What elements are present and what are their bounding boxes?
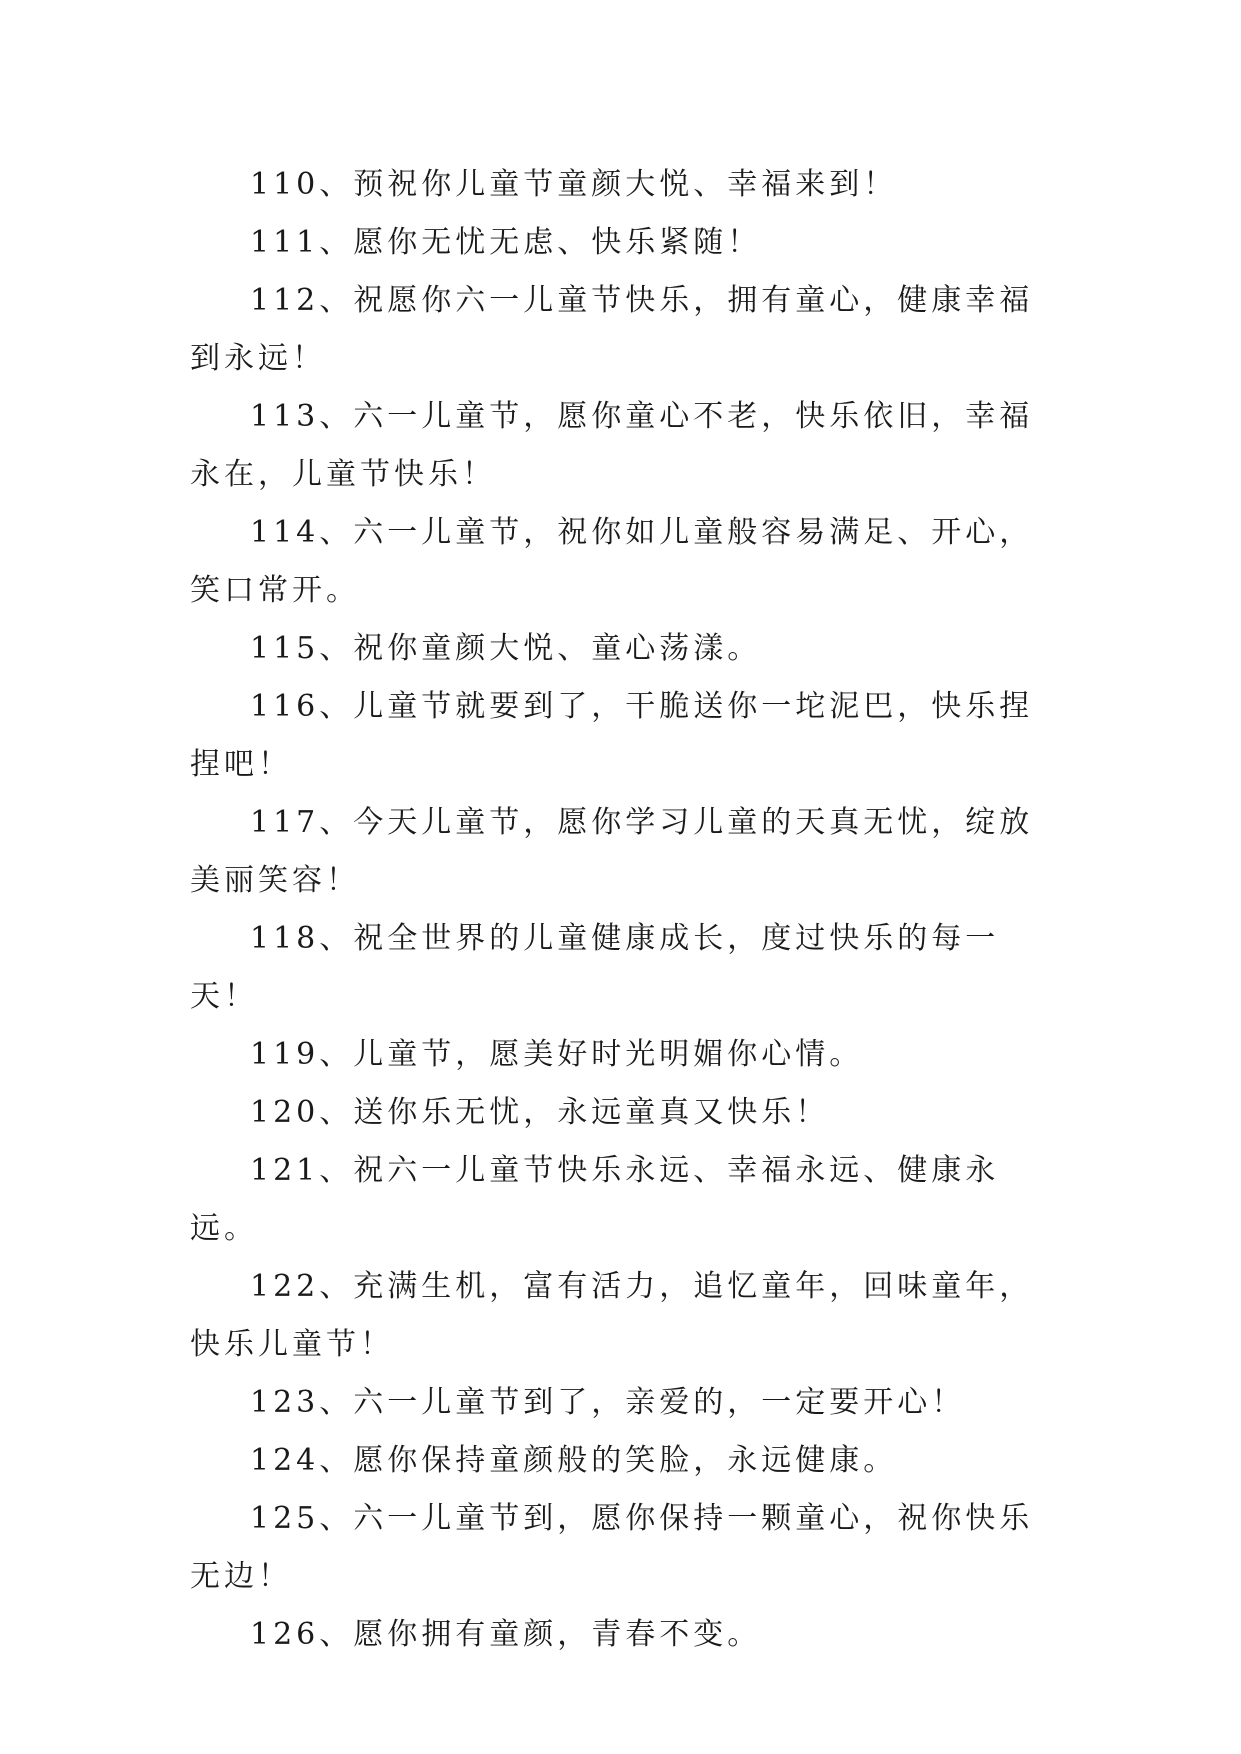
paragraph: 126、愿你拥有童颜，青春不变。 <box>250 1617 762 1652</box>
paragraph: 116、儿童节就要到了，干脆送你一坨泥巴，快乐捏捏吧！ <box>190 689 1034 782</box>
paragraph: 114、六一儿童节，祝你如儿童般容易满足、开心，笑口常开。 <box>190 515 1034 608</box>
paragraph: 122、充满生机，富有活力，追忆童年，回味童年，快乐儿童节！ <box>190 1269 1034 1362</box>
paragraph: 123、六一儿童节到了，亲爱的，一定要开心！ <box>250 1385 966 1420</box>
paragraph: 125、六一儿童节到，愿你保持一颗童心，祝你快乐无边！ <box>190 1501 1034 1594</box>
document-body <box>190 156 1050 1664</box>
paragraph: 121、祝六一儿童节快乐永远、幸福永远、健康永远。 <box>190 1153 1000 1246</box>
paragraph: 120、送你乐无忧，永远童真又快乐！ <box>250 1095 830 1130</box>
paragraph: 117、今天儿童节，愿你学习儿童的天真无忧，绽放美丽笑容！ <box>190 805 1034 898</box>
paragraph: 113、六一儿童节，愿你童心不老，快乐依旧，幸福永在，儿童节快乐！ <box>190 399 1034 492</box>
paragraph: 119、儿童节，愿美好时光明媚你心情。 <box>250 1037 864 1072</box>
paragraph: 118、祝全世界的儿童健康成长，度过快乐的每一天！ <box>190 921 1000 1014</box>
paragraph: 112、祝愿你六一儿童节快乐，拥有童心，健康幸福到永远！ <box>190 283 1034 376</box>
paragraph: 124、愿你保持童颜般的笑脸，永远健康。 <box>250 1443 898 1478</box>
paragraph: 115、祝你童颜大悦、童心荡漾。 <box>250 631 762 666</box>
paragraph: 110、预祝你儿童节童颜大悦、幸福来到！ <box>250 167 898 202</box>
paragraph: 111、愿你无忧无虑、快乐紧随！ <box>250 225 762 260</box>
